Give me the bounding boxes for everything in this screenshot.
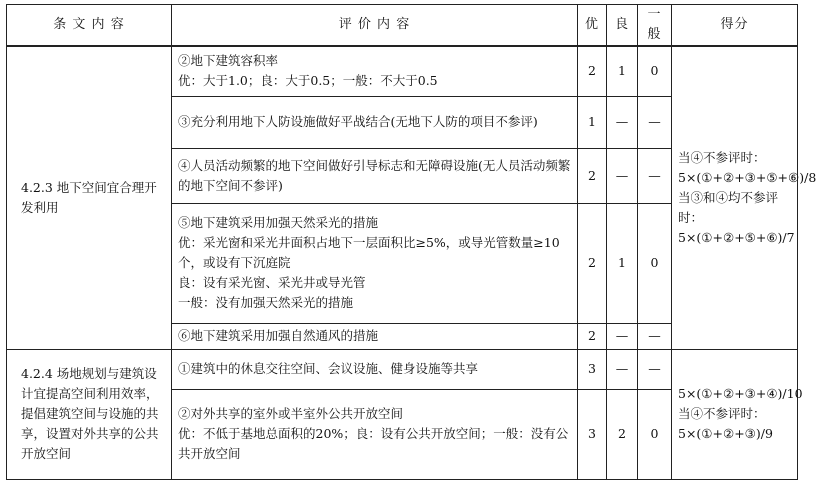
criterion-line: 良：设有采光窗、采光井或导光管 — [178, 275, 366, 290]
header-excellent: 优 — [578, 5, 607, 47]
formula-line: 5×(①+②+③)/9 — [678, 426, 773, 441]
criterion-line: 优：采光窗和采光井面积占地下一层面积比≥5%，或导光管数量≥10个，或设有下沉庭院 — [178, 235, 560, 270]
evaluation-table — [6, 4, 816, 480]
clause-4-2-4: 4.2.4 场地规划与建筑设计宜提高空间利用效率，提倡建筑空间与设施的共享，设置对外共享的公共开放空间 — [7, 349, 172, 479]
score-good: 1 — [607, 46, 638, 96]
criterion-cell — [172, 148, 578, 203]
criterion-line: ③充分利用地下人防设施做好平战结合(无地下人防的项目不参评) — [178, 114, 538, 129]
criterion-line: ②对外共享的室外或半室外公共开放空间 — [178, 406, 404, 421]
score-good: — — [607, 323, 638, 349]
criterion-line: 优：不低于基地总面积的20%；良：设有公共开放空间；一般：没有公共开放空间 — [178, 426, 569, 461]
criterion-line: ⑥地下建筑采用加强自然通风的措施 — [178, 328, 379, 343]
score-excellent: 2 — [578, 148, 607, 203]
header-clause: 条 文 内 容 — [7, 5, 172, 47]
formula-line: 当④不参评时： — [678, 149, 766, 165]
score-general: 0 — [638, 46, 672, 96]
clause-4-2-3: 4.2.3 地下空间宜合理开发利用 — [7, 46, 172, 349]
criterion-line: ②地下建筑容积率 — [178, 53, 279, 69]
score-excellent: 3 — [578, 389, 607, 479]
score-general: — — [638, 148, 672, 203]
header-score: 得分 — [672, 5, 798, 47]
header-content: 评 价 内 容 — [172, 5, 578, 47]
table-row — [7, 349, 798, 389]
table-row — [7, 46, 798, 96]
score-excellent: 2 — [578, 203, 607, 323]
criterion-cell — [172, 203, 578, 323]
score-excellent: 3 — [578, 349, 607, 389]
score-good: — — [607, 96, 638, 148]
criterion-line: ④人员活动频繁的地下空间做好引导标志和无障碍设施(无人员活动频繁的地下空间不参评) — [178, 157, 571, 193]
criterion-line: 一般：没有加强天然采光的措施 — [178, 295, 354, 310]
header-general: 一般 — [638, 5, 672, 47]
score-formula-4-2-4 — [672, 349, 803, 479]
formula-line: 5×(①+②+③+⑤+⑥)/8 — [678, 169, 816, 185]
score-formula-4-2-3 — [672, 46, 816, 349]
criterion-line: 优：大于1.0；良：大于0.5；一般：不大于0.5 — [178, 73, 438, 89]
score-general: 0 — [638, 203, 672, 323]
criterion-cell — [172, 389, 578, 479]
criterion-cell — [172, 323, 578, 349]
score-general: — — [638, 349, 672, 389]
criterion-cell — [172, 349, 578, 389]
criterion-line: ⑤地下建筑采用加强天然采光的措施 — [178, 215, 379, 230]
criterion-cell — [172, 46, 578, 96]
formula-line: 5×(①+②+③+④)/10 — [678, 386, 803, 401]
score-good: — — [607, 349, 638, 389]
formula-line: 当④不参评时： — [678, 406, 766, 421]
formula-line: 当③和④均不参评时： — [678, 189, 779, 225]
header-good: 良 — [607, 5, 638, 47]
criterion-cell — [172, 96, 578, 148]
score-general: — — [638, 323, 672, 349]
score-excellent: 2 — [578, 323, 607, 349]
header-row — [7, 5, 798, 47]
score-general: 0 — [638, 389, 672, 479]
score-excellent: 2 — [578, 46, 607, 96]
score-general: — — [638, 96, 672, 148]
score-good: — — [607, 148, 638, 203]
formula-line: 5×(①+②+⑤+⑥)/7 — [678, 229, 795, 245]
criterion-line: ①建筑中的休息交往空间、会议设施、健身设施等共享 — [178, 361, 479, 376]
score-good: 2 — [607, 389, 638, 479]
score-good: 1 — [607, 203, 638, 323]
score-excellent: 1 — [578, 96, 607, 148]
